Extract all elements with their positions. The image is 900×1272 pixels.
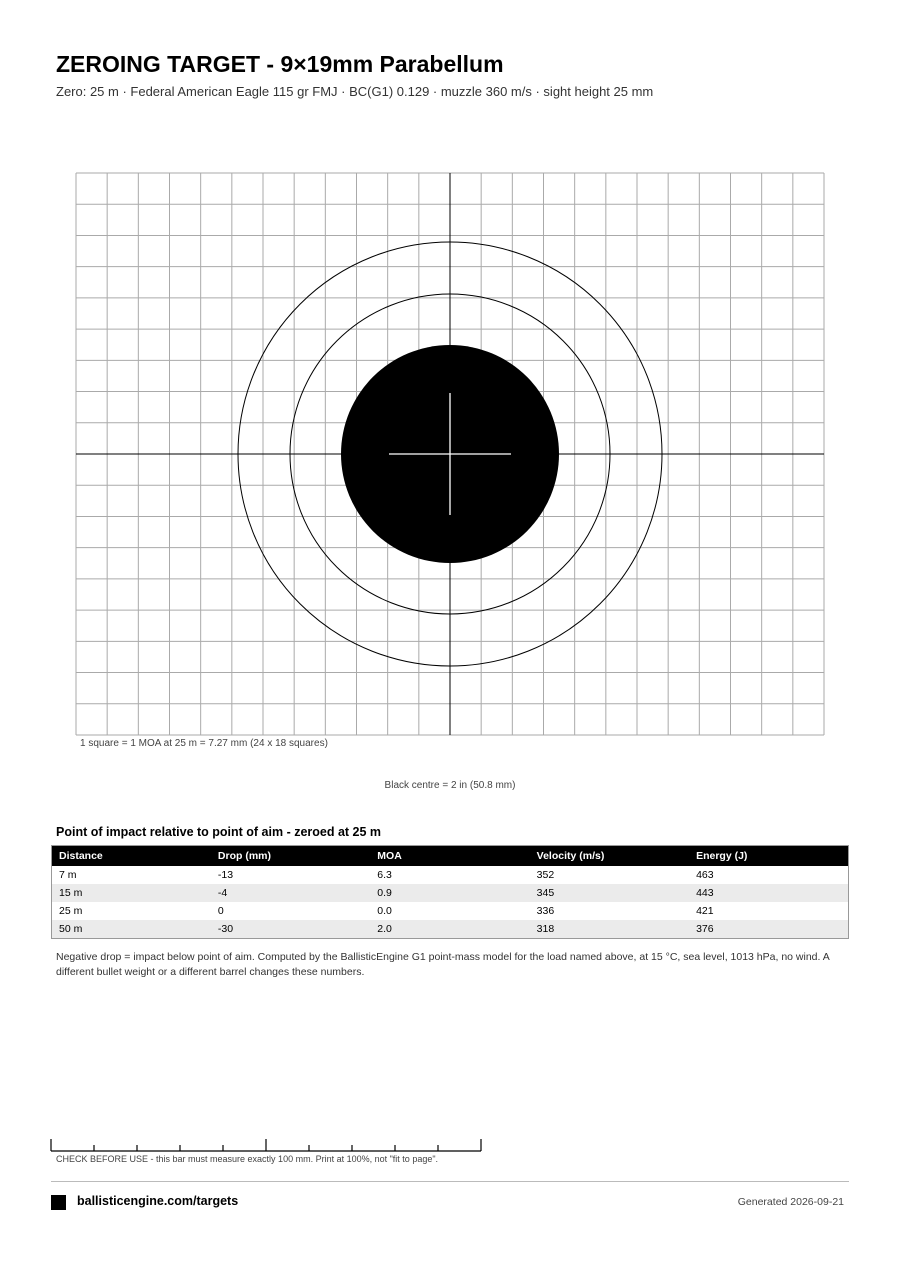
column-header-moa: MOA <box>370 846 529 867</box>
velocity-cell: 352 <box>536 869 555 881</box>
load-subtitle: Zero: 25 m · Federal American Eagle 115 gr FMJ · BC(G1) 0.129 · muzzle 360 m/s · sight height 25 mm <box>56 84 654 99</box>
drop-cell: -13 <box>217 869 234 881</box>
point-of-impact-table <box>51 845 849 939</box>
scale-bar-caption: CHECK BEFORE USE - this bar must measure exactly 100 mm. Print at 100%, not "fit to page". <box>56 1154 439 1164</box>
table-header-row <box>52 846 849 867</box>
table-title: Point of impact relative to point of aim - zeroed at 25 m <box>56 825 382 839</box>
drop-cell: -4 <box>211 884 370 902</box>
moa-cell: 2.0 <box>370 920 529 939</box>
drop-cell: 0 <box>217 905 224 917</box>
generated-date: Generated 2026-09-21 <box>737 1196 844 1208</box>
footer-url[interactable]: ballisticengine.com/targets <box>77 1194 239 1208</box>
velocity-cell: 336 <box>536 905 555 917</box>
centre-size-caption: Black centre = 2 in (50.8 mm) <box>384 780 516 791</box>
table-row <box>52 866 849 884</box>
energy-cell: 376 <box>689 920 848 939</box>
page-title: ZEROING TARGET - 9×19mm Parabellum <box>56 51 504 77</box>
table-row <box>52 920 849 939</box>
moa-cell: 0.0 <box>377 905 392 917</box>
velocity-cell: 318 <box>530 920 689 939</box>
velocity-cell: 345 <box>530 884 689 902</box>
scale-bar <box>51 1139 481 1151</box>
table-row <box>52 884 849 902</box>
distance-cell: 25 m <box>59 905 83 917</box>
distance-cell: 50 m <box>52 920 211 939</box>
energy-cell: 463 <box>696 869 714 881</box>
distance-cell: 15 m <box>52 884 211 902</box>
footer-divider <box>51 1181 849 1182</box>
brand-mark-icon <box>51 1195 66 1210</box>
grid-scale-caption: 1 square = 1 MOA at 25 m = 7.27 mm (24 x 18 squares) <box>80 738 328 749</box>
energy-cell: 443 <box>689 884 848 902</box>
table-row <box>52 902 849 920</box>
column-header-velocity: Velocity (m/s) <box>530 846 689 867</box>
drop-cell: -30 <box>211 920 370 939</box>
column-header-distance: Distance <box>52 846 211 867</box>
moa-cell: 0.9 <box>370 884 529 902</box>
distance-cell: 7 m <box>59 869 77 881</box>
column-header-energy: Energy (J) <box>689 846 848 867</box>
column-header-drop: Drop (mm) <box>211 846 370 867</box>
ballistics-note: Negative drop = impact below point of aim. Computed by the BallisticEngine G1 point-mass model for the load named above, at 15 °C, sea level, 1013 hPa, no wind. A different bullet weight or a different barrel changes these numbers. <box>56 951 830 978</box>
energy-cell: 421 <box>696 905 714 917</box>
moa-cell: 6.3 <box>377 869 392 881</box>
